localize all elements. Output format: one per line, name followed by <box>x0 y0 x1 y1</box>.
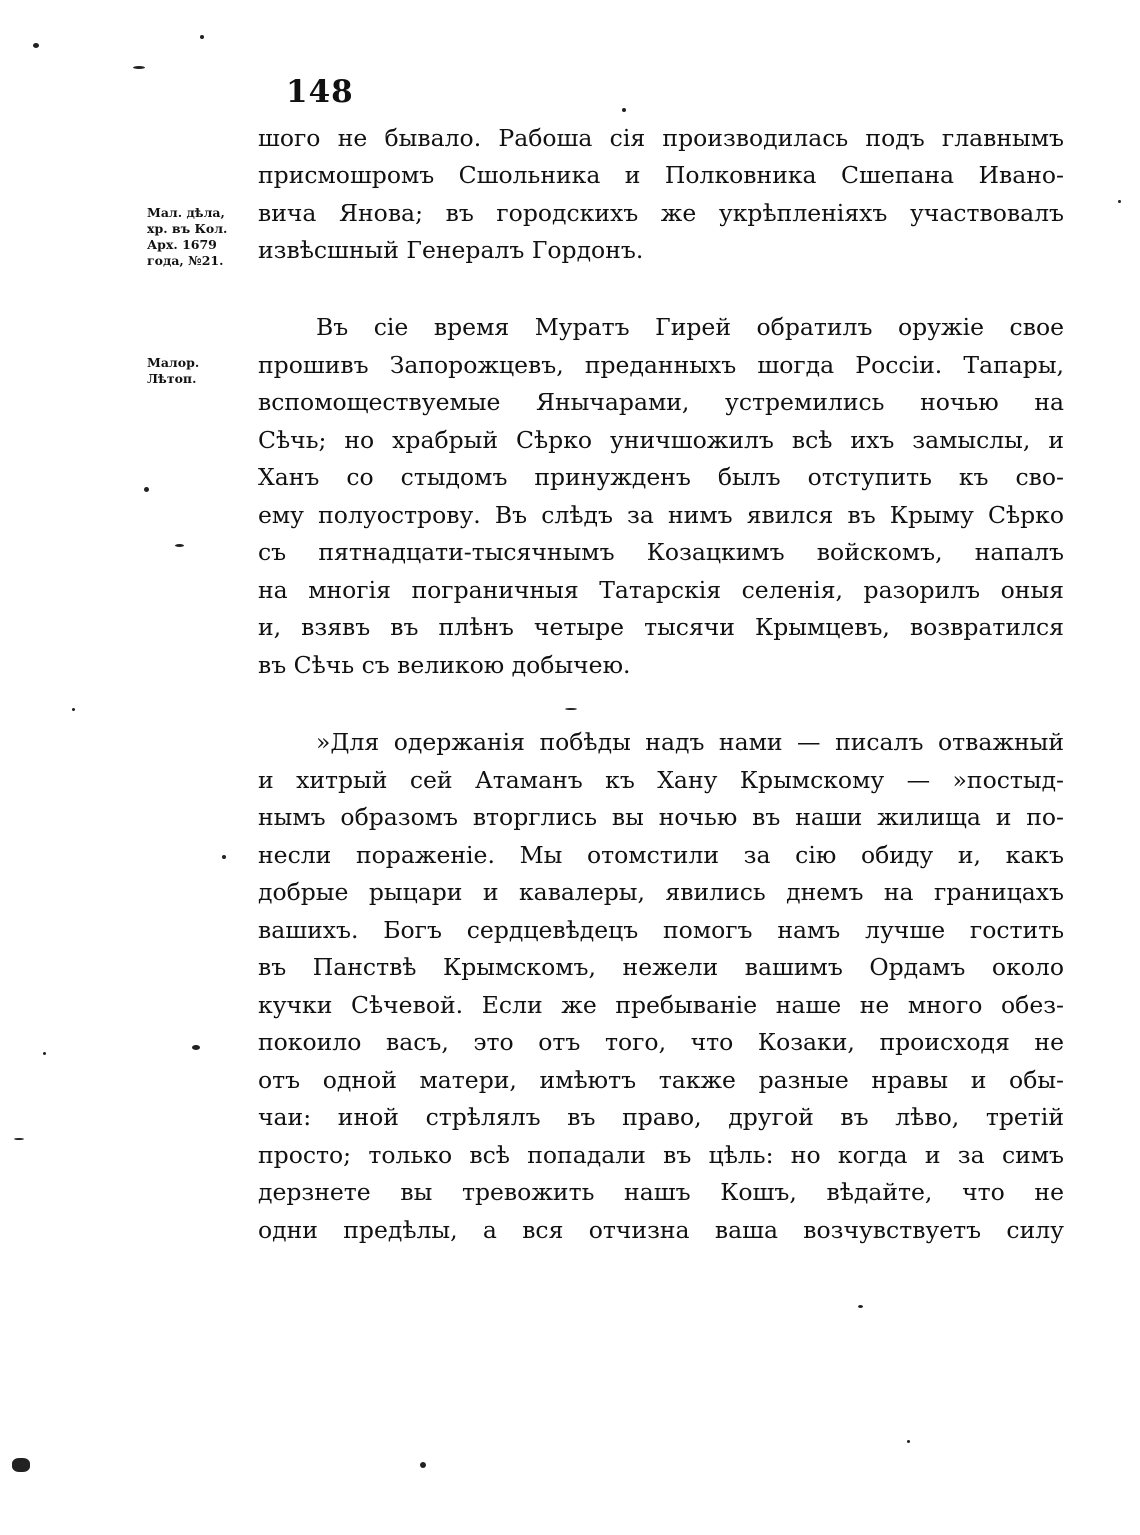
text-line: ему полуострову. Въ слѣдъ за нимъ явился въ Крыму Сѣрко <box>258 501 1064 529</box>
text-line: и, взявъ въ плѣнъ четыре тысячи Крымцевъ, возвратился <box>258 613 1064 641</box>
margin-note-line: хр. въ Кол. <box>147 221 228 236</box>
text-line: прошивъ Запорожцевъ, преданныхъ шогда Россіи. Тапары, <box>258 351 1064 379</box>
text-line: отъ одной матери, имѣютъ также разные нравы и обы- <box>258 1066 1064 1094</box>
scan-speck <box>622 108 626 112</box>
text-line: »Для одержанія побѣды надъ нами — писалъ отважный <box>316 728 1064 756</box>
scan-speck <box>33 43 39 48</box>
scan-speck <box>200 35 204 39</box>
scan-speck <box>565 708 577 710</box>
scan-speck <box>175 544 184 547</box>
scan-speck <box>222 855 226 859</box>
text-line: просто; только всѣ попадали въ цѣль: но когда и за симъ <box>258 1141 1064 1169</box>
text-line: Въ сіе время Муратъ Гирей обратилъ оружіе свое <box>316 313 1064 341</box>
text-line: покоило васъ, это отъ того, что Козаки, происходя не <box>258 1028 1064 1056</box>
text-line: извѣсшный Генералъ Гордонъ. <box>258 236 644 264</box>
scan-speck <box>144 487 149 492</box>
text-line: вича Янова; въ городскихъ же укрѣпленіяхъ участвовалъ <box>258 199 1064 227</box>
scan-speck <box>907 1440 910 1443</box>
margin-note-line: Мал. дѣла, <box>147 205 225 220</box>
text-line: дерзнете вы тревожить нашъ Кошъ, вѣдайте, что не <box>258 1178 1064 1206</box>
page-number: 148 <box>286 74 354 110</box>
text-line: вспомоществуемые Янычарами, устремились ночью на <box>258 388 1064 416</box>
text-line: съ пятнадцати-тысячнымъ Козацкимъ войскомъ, напалъ <box>258 538 1064 566</box>
scan-speck <box>14 1138 24 1140</box>
text-line: добрые рыцари и кавалеры, явились днемъ на границахъ <box>258 878 1064 906</box>
text-line: вашихъ. Богъ сердцевѣдецъ помогъ намъ лучше гостить <box>258 916 1064 944</box>
scan-blot <box>12 1458 30 1472</box>
scan-speck <box>858 1305 863 1308</box>
text-line: одни предѣлы, а вся отчизна ваша возчувствуетъ силу <box>258 1216 1064 1244</box>
scan-speck <box>72 708 75 711</box>
text-line: чаи: иной стрѣлялъ въ право, другой въ лѣво, третій <box>258 1103 1064 1131</box>
text-line: въ Панствѣ Крымскомъ, нежели вашимъ Ордамъ около <box>258 953 1064 981</box>
text-line: кучки Сѣчевой. Если же пребываніе наше не много обез- <box>258 991 1064 1019</box>
text-line: и хитрый сей Атаманъ къ Хану Крымскому — »постыд- <box>258 766 1064 794</box>
text-line: нымъ образомъ вторглись вы ночью въ наши жилища и по- <box>258 803 1064 831</box>
text-line: несли пораженіе. Мы отомстили за сію обиду и, какъ <box>258 841 1064 869</box>
scan-speck <box>1118 200 1121 203</box>
text-line: Сѣчь; но храбрый Сѣрко уничшожилъ всѣ ихъ замыслы, и <box>258 426 1064 454</box>
scan-speck <box>192 1045 200 1050</box>
scan-speck <box>420 1462 426 1468</box>
margin-note-line: года, №21. <box>147 253 224 268</box>
scan-speck <box>133 66 145 69</box>
text-line: шого не бывало. Рабоша сія производилась подъ главнымъ <box>258 124 1064 152</box>
text-line: на многія пограничныя Татарскія селенія, разорилъ оныя <box>258 576 1064 604</box>
text-line: Ханъ со стыдомъ принужденъ былъ отступить къ сво- <box>258 463 1064 491</box>
text-line: въ Сѣчь съ великою добычею. <box>258 651 631 679</box>
margin-note-line: Арх. 1679 <box>147 237 217 252</box>
margin-note-archive <box>147 205 259 269</box>
margin-note-line: Лѣтоп. <box>147 371 197 386</box>
margin-note-line: Малор. <box>147 355 200 370</box>
margin-note-malor <box>147 355 259 387</box>
scan-speck <box>43 1052 46 1055</box>
text-line: присмошромъ Сшольника и Полковника Сшепана Ивано- <box>258 161 1064 189</box>
